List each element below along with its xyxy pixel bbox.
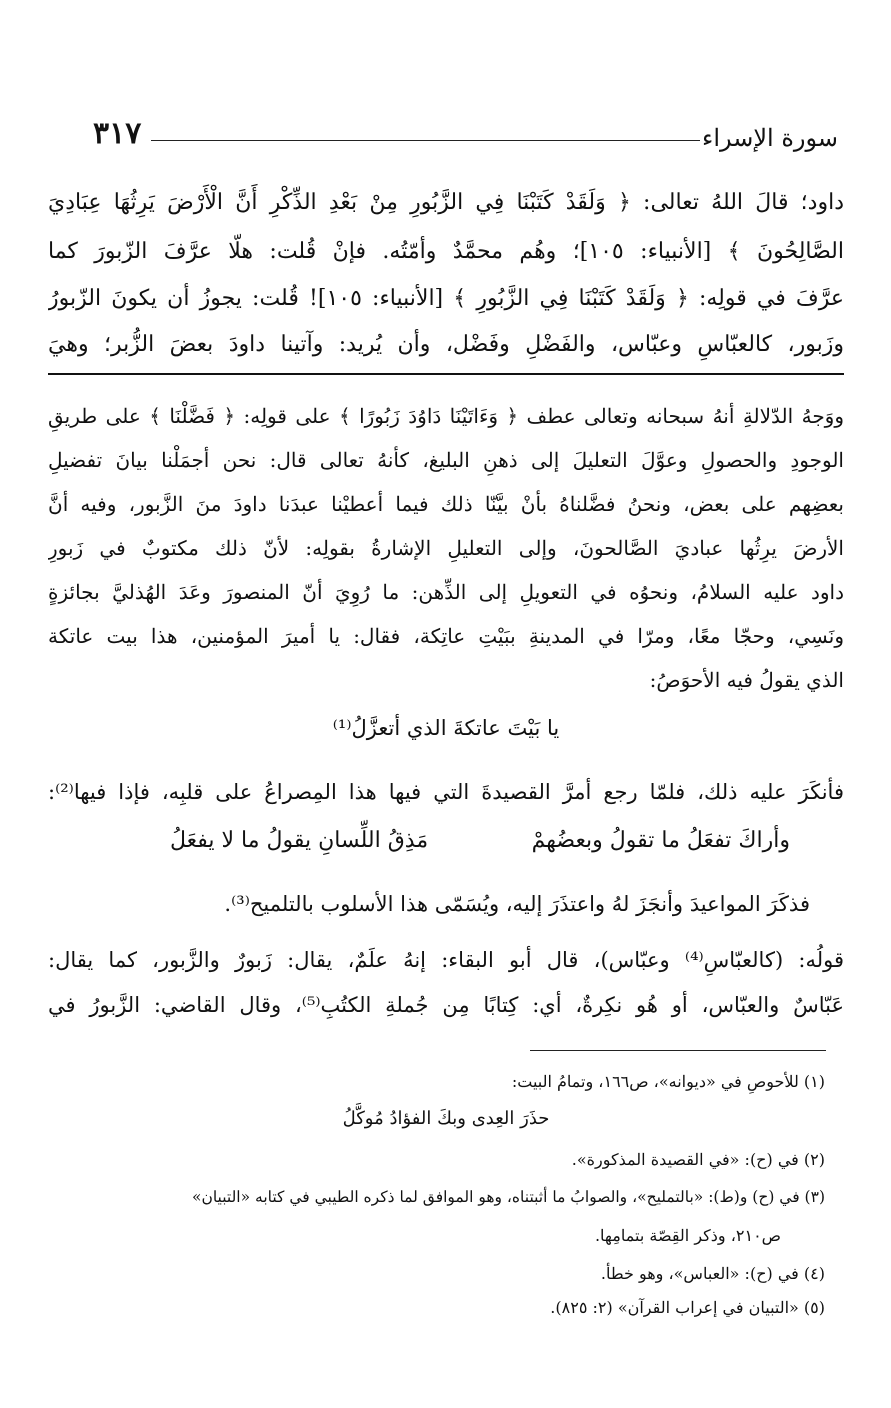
poem-second-hemistich: مَذِقُ اللِّسانِ يقولُ ما لا يفعَلُ [170, 828, 429, 853]
page-header [93, 116, 838, 166]
commentary-text [48, 394, 844, 714]
verse-hemistich: يا بَيْتَ عاتكةَ الذي أتعزَّلُ⁽¹⁾ [332, 716, 560, 740]
section-divider [48, 373, 844, 375]
commentary-line: ونَسِي، وحجّا معًا، ومرّا في المدينةِ ببَيْتِ عاتِكة، فقال: يا أميرَ المؤمنين، هذا بيت عاتكة [48, 624, 844, 648]
header-rule [151, 140, 700, 141]
footnote-rule [530, 1050, 826, 1051]
commentary-line: عَبّاسٌ والعبّاس، أو هُو نكِرةٌ، أي: كِتابًا مِن جُملةِ الكتُبِ⁽⁵⁾، وقال القاضي: الزَّبورُ في [48, 993, 844, 1017]
footnote-5: (٥) «التبيان في إعراب القرآن» (٢: ٨٢٥). [550, 1298, 825, 1317]
commentary-line: فأنكَرَ عليه ذلك، فلمّا رجع أمرَّ القصيدةَ التي فيها هذا المِصراعُ على قلبِه، فإذا فيها⁽²⁾: [48, 780, 844, 804]
footnote-2: (٢) في (ح): «في القصيدة المذكورة». [571, 1150, 825, 1169]
footnote-3-continued: ص٢١٠، وذكر القِصّة بتمامِها. [594, 1226, 781, 1245]
commentary-line: ووَجهُ الدّلالةِ أنهُ سبحانه وتعالى عطف ﴿ وَءَاتَيْنَا دَاوُدَ زَبُورًا ﴾ على قولِه: ﴿ فَضَّلْنَا ﴾ على طريقِ [48, 404, 844, 428]
commentary-line: بعضِهم على بعض، ونحنُ فضَّلناهُ بأنْ بيَّنّا ذلك فيما أعطيْنا عبدَنا داودَ منَ الزَّبور، وفيه أنَّ [48, 492, 844, 516]
main-text-line: الصَّالِحُونَ ﴾ [الأنبياء: ١٠٥]؛ وهُم محمَّدٌ وأمّتُه. فإنْ قُلت: هلّا عرَّفَ الزّبورَ كما [48, 239, 844, 264]
footnote-4: (٤) في (ح): «العباس»، وهو خطأ. [600, 1264, 825, 1283]
main-text-line: عرَّفَ في قولِه: ﴿ وَلَقَدْ كَتَبْنَا فِي الزَّبُورِ ﴾ [الأنبياء: ١٠٥]! قُلت: يجوزُ أن يكونَ الزّبورُ [48, 286, 844, 311]
commentary-line: الأرضَ يرِثُها عباديَ الصَّالحونَ، وإلى التعليلِ الإشارةُ بقولِه: لأنّ ذلك مكتوبٌ في زَبورِ [48, 536, 844, 560]
footnote-1: (١) للأحوصِ في «ديوانه»، ص١٦٦، وتمامُ البيت: [511, 1072, 825, 1091]
poem-verse [100, 822, 790, 866]
commentary-line: داود عليه السلامُ، ونحوُه في التعويلِ إلى الذِّهن: ما رُوِيَ أنّ المنصورَ وعَدَ الهُذليَّ بجائزةٍ [48, 580, 844, 604]
main-text-line: وزَبور، كالعبّاسِ وعبّاس، والفَضْلِ وفَضْل، وأن يُريد: وآتينا داودَ بعضَ الزُّبر؛ وهيَ [48, 332, 844, 357]
main-text-line: داود؛ قالَ اللهُ تعالى: ﴿ وَلَقَدْ كَتَبْنَا فِي الزَّبُورِ مِنْ بَعْدِ الذِّكْرِ أَنَّ الْأَرْضَ يَرِثُهَا عِبَادِيَ [48, 190, 844, 215]
commentary-line: الذي يقولُ فيه الأحوَصُ: [649, 668, 844, 692]
commentary-text [48, 770, 844, 814]
poem-first-hemistich: وأراكَ تفعَلُ ما تقولُ وبعضُهمْ [531, 828, 790, 853]
footnote-3: (٣) في (ح) و(ط): «بالتمليح»، والصوابُ ما أثبتناه، وهو الموافق لما ذكره الطيبي في كتابه «التبيان» [191, 1188, 825, 1206]
surah-title: سورة الإسراء [702, 124, 838, 152]
commentary-line: فذكَرَ المواعيدَ وأنجَزَ لهُ واعتذَرَ إليه، ويُسَمّى هذا الأسلوب بالتلميح⁽³⁾. [224, 892, 810, 916]
page-number: ٣١٧ [93, 116, 142, 151]
footnote-1-verse: حذَرَ العِدى وبكَ الفؤادُ مُوكَّلُ [342, 1108, 550, 1129]
commentary-text [48, 882, 844, 926]
main-text [48, 178, 844, 374]
commentary-line: الوجودِ والحصولِ وعوَّلَ التعليلَ إلى ذهنِ البليغ، كأنهُ تعالى قال: نحن أجمَلْنا بيانَ تفضيلِ [48, 448, 844, 472]
commentary-text [48, 938, 844, 1034]
commentary-line: قولُه: (كالعبّاسِ⁽⁴⁾ وعبّاس)، قال أبو البقاء: إنهُ علَمٌ، يقال: زَبورٌ والزَّبور، كما يقال: [48, 948, 844, 972]
